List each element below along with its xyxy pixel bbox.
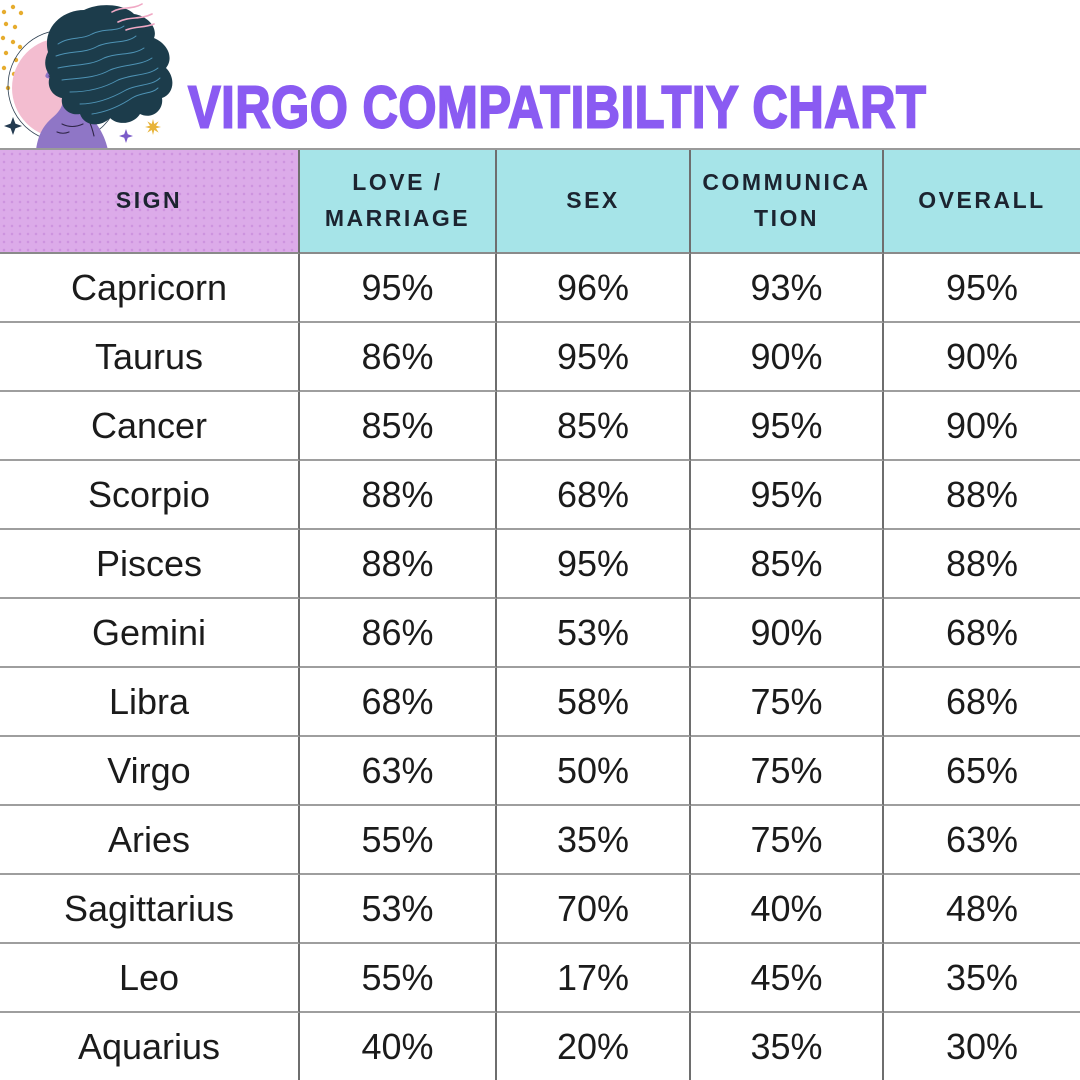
love-marriage-cell: 53%	[300, 875, 497, 944]
overall-cell: 88%	[884, 461, 1080, 530]
overall-cell: 95%	[884, 254, 1080, 323]
header-overall: OVERALL	[884, 150, 1080, 254]
table-row	[0, 530, 1080, 599]
table-row	[0, 392, 1080, 461]
header-communication: COMMUNICATION	[691, 150, 884, 254]
love-marriage-cell: 63%	[300, 737, 497, 806]
sign-cell: Sagittarius	[0, 875, 300, 944]
table-row	[0, 875, 1080, 944]
header-sign: SIGN	[0, 150, 300, 254]
love-marriage-cell: 88%	[300, 461, 497, 530]
sign-cell: Scorpio	[0, 461, 300, 530]
sign-cell: Capricorn	[0, 254, 300, 323]
sex-cell: 58%	[497, 668, 691, 737]
gold-burst-icon	[142, 116, 165, 139]
table-row	[0, 461, 1080, 530]
virgo-woman-icon	[0, 0, 200, 150]
compatibility-table	[0, 148, 1080, 1080]
love-marriage-cell: 86%	[300, 323, 497, 392]
overall-cell: 65%	[884, 737, 1080, 806]
sign-cell: Gemini	[0, 599, 300, 668]
sign-cell: Aquarius	[0, 1013, 300, 1080]
header-love-marriage: LOVE / MARRIAGE	[300, 150, 497, 254]
sex-cell: 20%	[497, 1013, 691, 1080]
page-title: VIRGO COMPATIBILTIY CHART	[188, 75, 927, 142]
table-row	[0, 668, 1080, 737]
overall-cell: 68%	[884, 668, 1080, 737]
sex-cell: 50%	[497, 737, 691, 806]
table-body	[0, 254, 1080, 1080]
sex-cell: 95%	[497, 530, 691, 599]
love-marriage-cell: 40%	[300, 1013, 497, 1080]
communication-cell: 93%	[691, 254, 884, 323]
love-marriage-cell: 55%	[300, 944, 497, 1013]
overall-cell: 90%	[884, 392, 1080, 461]
hair-icon	[45, 5, 172, 124]
sign-cell: Pisces	[0, 530, 300, 599]
sign-cell: Virgo	[0, 737, 300, 806]
communication-cell: 45%	[691, 944, 884, 1013]
sign-cell: Cancer	[0, 392, 300, 461]
communication-cell: 85%	[691, 530, 884, 599]
communication-cell: 75%	[691, 737, 884, 806]
sign-cell: Leo	[0, 944, 300, 1013]
overall-cell: 30%	[884, 1013, 1080, 1080]
table-row	[0, 737, 1080, 806]
table-row	[0, 944, 1080, 1013]
header-sex: SEX	[497, 150, 691, 254]
communication-cell: 75%	[691, 668, 884, 737]
overall-cell: 68%	[884, 599, 1080, 668]
sex-cell: 85%	[497, 392, 691, 461]
sign-cell: Libra	[0, 668, 300, 737]
sex-cell: 68%	[497, 461, 691, 530]
communication-cell: 75%	[691, 806, 884, 875]
virgo-woman-illustration	[0, 0, 200, 150]
communication-cell: 90%	[691, 323, 884, 392]
sex-cell: 35%	[497, 806, 691, 875]
sign-cell: Taurus	[0, 323, 300, 392]
sex-cell: 70%	[497, 875, 691, 944]
table-row	[0, 806, 1080, 875]
communication-cell: 35%	[691, 1013, 884, 1080]
table-row	[0, 254, 1080, 323]
overall-cell: 35%	[884, 944, 1080, 1013]
overall-cell: 63%	[884, 806, 1080, 875]
communication-cell: 95%	[691, 392, 884, 461]
table-row	[0, 323, 1080, 392]
love-marriage-cell: 95%	[300, 254, 497, 323]
sex-cell: 96%	[497, 254, 691, 323]
sex-cell: 17%	[497, 944, 691, 1013]
communication-cell: 40%	[691, 875, 884, 944]
love-marriage-cell: 68%	[300, 668, 497, 737]
sex-cell: 95%	[497, 323, 691, 392]
overall-cell: 88%	[884, 530, 1080, 599]
love-marriage-cell: 55%	[300, 806, 497, 875]
purple-sparkle-icon	[119, 129, 133, 143]
table-row	[0, 1013, 1080, 1080]
communication-cell: 90%	[691, 599, 884, 668]
table-header-row	[0, 150, 1080, 254]
love-marriage-cell: 85%	[300, 392, 497, 461]
love-marriage-cell: 88%	[300, 530, 497, 599]
sign-cell: Aries	[0, 806, 300, 875]
love-marriage-cell: 86%	[300, 599, 497, 668]
table-row	[0, 599, 1080, 668]
overall-cell: 90%	[884, 323, 1080, 392]
sex-cell: 53%	[497, 599, 691, 668]
communication-cell: 95%	[691, 461, 884, 530]
overall-cell: 48%	[884, 875, 1080, 944]
